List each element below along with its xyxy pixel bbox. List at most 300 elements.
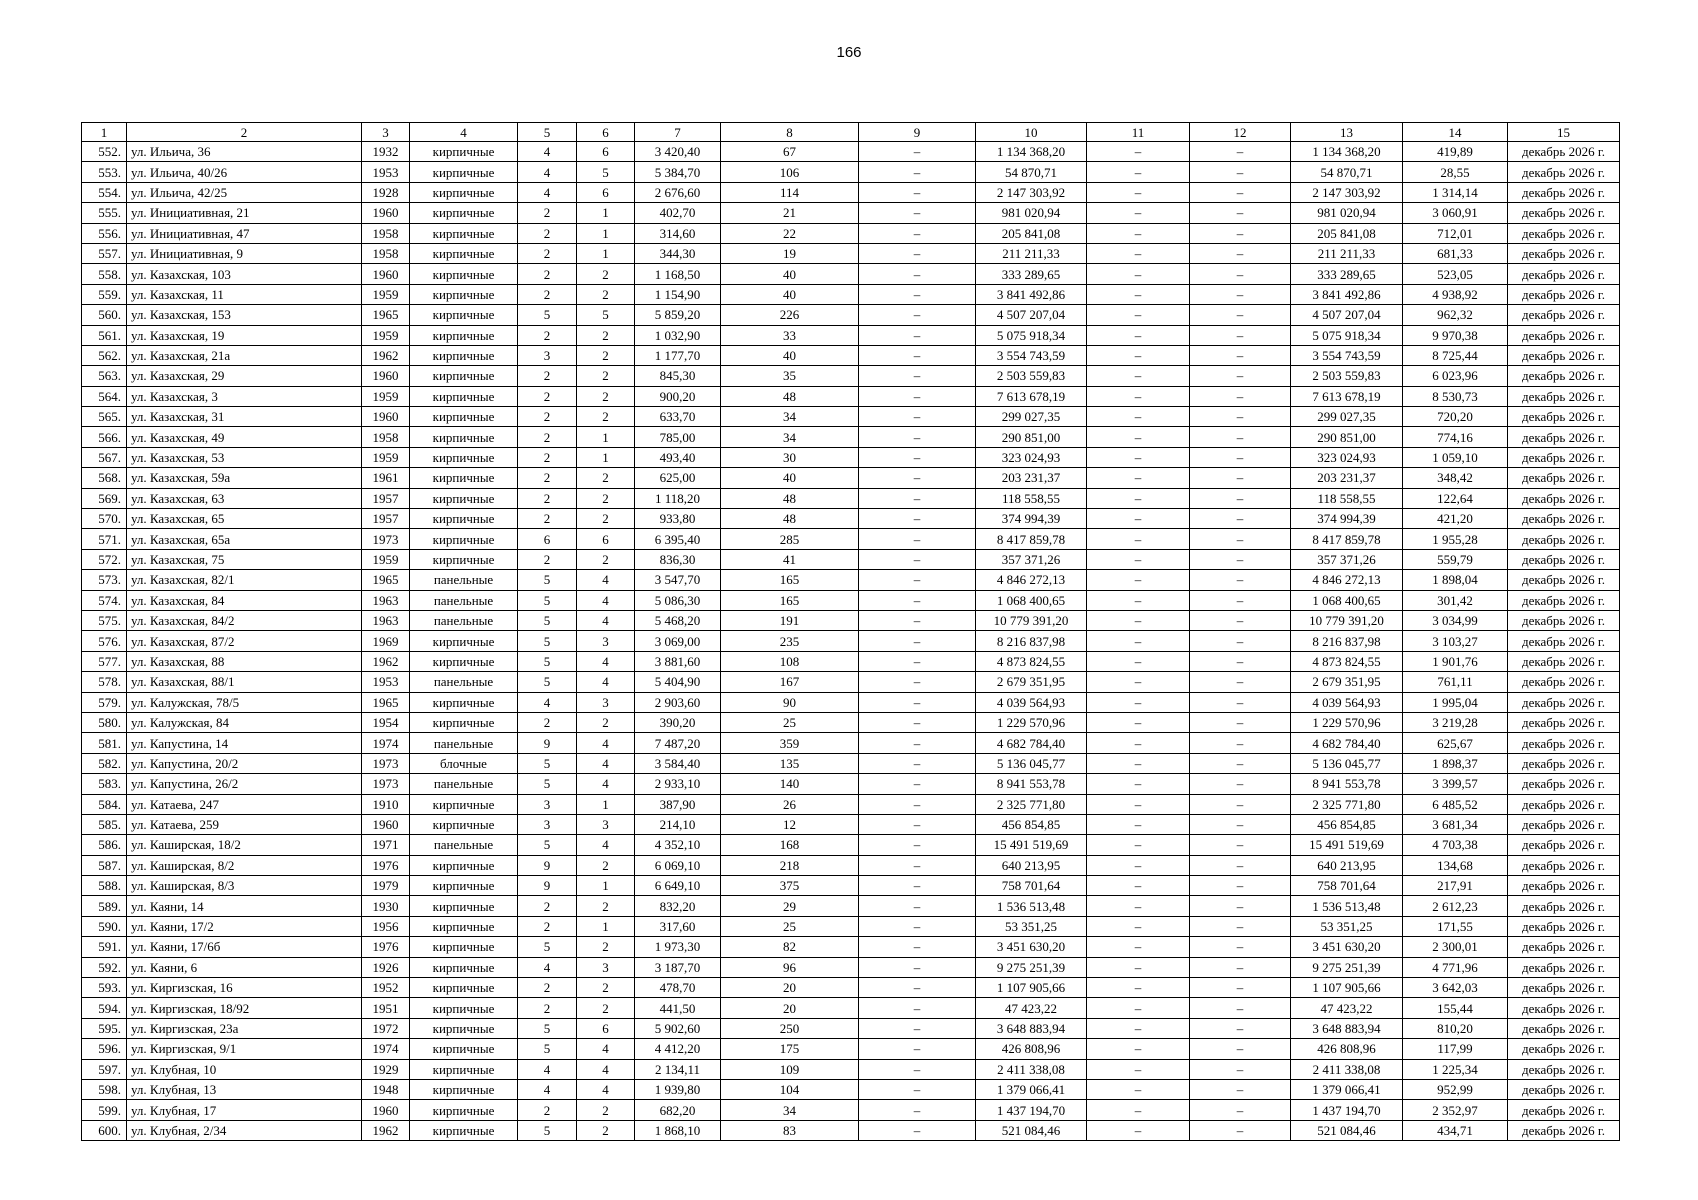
col-13-cost-cell: 4 039 564,93: [1291, 692, 1403, 712]
col-11-value-cell: –: [1087, 284, 1190, 304]
wall-material-cell: кирпичные: [410, 223, 518, 243]
table-row: [82, 366, 1620, 386]
row-number-cell: 593.: [82, 978, 127, 998]
wall-material-cell: кирпичные: [410, 1120, 518, 1140]
col-13-cost-cell: 981 020,94: [1291, 203, 1403, 223]
completion-date-cell: декабрь 2026 г.: [1508, 345, 1620, 365]
residents-cell: 26: [721, 794, 859, 814]
residents-cell: 90: [721, 692, 859, 712]
entrances-cell: 2: [577, 325, 635, 345]
col-14-value-cell: 761,11: [1403, 672, 1508, 692]
wall-material-cell: панельные: [410, 835, 518, 855]
col-12-value-cell: –: [1190, 345, 1291, 365]
col-11-value-cell: –: [1087, 672, 1190, 692]
address-cell: ул. Каяни, 14: [127, 896, 362, 916]
col-13-cost-cell: 299 027,35: [1291, 407, 1403, 427]
row-number-cell: 581.: [82, 733, 127, 753]
table-row: [82, 468, 1620, 488]
residents-cell: 218: [721, 855, 859, 875]
total-area-cell: 836,30: [635, 549, 721, 569]
table-row: [82, 1079, 1620, 1099]
wall-material-cell: кирпичные: [410, 325, 518, 345]
col-9-value-cell: –: [859, 610, 976, 630]
col-11-value-cell: –: [1087, 794, 1190, 814]
floors-cell: 4: [518, 182, 577, 202]
col-12-value-cell: –: [1190, 631, 1291, 651]
col-10-cost-cell: 118 558,55: [976, 488, 1087, 508]
col-12-value-cell: –: [1190, 610, 1291, 630]
address-cell: ул. Казахская, 87/2: [127, 631, 362, 651]
col-10-cost-cell: 53 351,25: [976, 916, 1087, 936]
table-row: [82, 998, 1620, 1018]
col-12-value-cell: –: [1190, 733, 1291, 753]
col-10-cost-cell: 205 841,08: [976, 223, 1087, 243]
year-built-cell: 1957: [362, 509, 410, 529]
col-9-value-cell: –: [859, 937, 976, 957]
row-number-cell: 559.: [82, 284, 127, 304]
address-cell: ул. Казахская, 19: [127, 325, 362, 345]
address-cell: ул. Каширская, 8/2: [127, 855, 362, 875]
col-11-value-cell: –: [1087, 142, 1190, 162]
completion-date-cell: декабрь 2026 г.: [1508, 794, 1620, 814]
address-cell: ул. Инициативная, 47: [127, 223, 362, 243]
total-area-cell: 845,30: [635, 366, 721, 386]
col-12-value-cell: –: [1190, 468, 1291, 488]
total-area-cell: 214,10: [635, 814, 721, 834]
table-row: [82, 386, 1620, 406]
entrances-cell: 3: [577, 631, 635, 651]
residents-cell: 83: [721, 1120, 859, 1140]
col-11-value-cell: –: [1087, 916, 1190, 936]
floors-cell: 2: [518, 243, 577, 263]
col-13-cost-cell: 290 851,00: [1291, 427, 1403, 447]
row-number-cell: 585.: [82, 814, 127, 834]
entrances-cell: 3: [577, 814, 635, 834]
wall-material-cell: панельные: [410, 570, 518, 590]
residents-cell: 25: [721, 916, 859, 936]
row-number-cell: 576.: [82, 631, 127, 651]
column-header: 14: [1403, 123, 1508, 142]
completion-date-cell: декабрь 2026 г.: [1508, 468, 1620, 488]
col-12-value-cell: –: [1190, 692, 1291, 712]
col-11-value-cell: –: [1087, 896, 1190, 916]
col-13-cost-cell: 456 854,85: [1291, 814, 1403, 834]
residents-cell: 109: [721, 1059, 859, 1079]
floors-cell: 5: [518, 1120, 577, 1140]
entrances-cell: 3: [577, 957, 635, 977]
address-cell: ул. Каширская, 8/3: [127, 876, 362, 896]
address-cell: ул. Казахская, 88/1: [127, 672, 362, 692]
address-cell: ул. Казахская, 63: [127, 488, 362, 508]
table-row: [82, 590, 1620, 610]
residents-cell: 34: [721, 1100, 859, 1120]
col-11-value-cell: –: [1087, 366, 1190, 386]
col-13-cost-cell: 2 325 771,80: [1291, 794, 1403, 814]
floors-cell: 2: [518, 447, 577, 467]
col-12-value-cell: –: [1190, 305, 1291, 325]
col-14-value-cell: 1 059,10: [1403, 447, 1508, 467]
total-area-cell: 5 859,20: [635, 305, 721, 325]
wall-material-cell: кирпичные: [410, 896, 518, 916]
col-9-value-cell: –: [859, 407, 976, 427]
year-built-cell: 1974: [362, 1039, 410, 1059]
address-cell: ул. Клубная, 10: [127, 1059, 362, 1079]
col-13-cost-cell: 5 075 918,34: [1291, 325, 1403, 345]
completion-date-cell: декабрь 2026 г.: [1508, 855, 1620, 875]
address-cell: ул. Катаева, 259: [127, 814, 362, 834]
col-11-value-cell: –: [1087, 1018, 1190, 1038]
col-11-value-cell: –: [1087, 305, 1190, 325]
wall-material-cell: кирпичные: [410, 386, 518, 406]
total-area-cell: 682,20: [635, 1100, 721, 1120]
col-14-value-cell: 1 955,28: [1403, 529, 1508, 549]
row-number-cell: 568.: [82, 468, 127, 488]
col-12-value-cell: –: [1190, 447, 1291, 467]
col-11-value-cell: –: [1087, 1100, 1190, 1120]
column-header: 15: [1508, 123, 1620, 142]
wall-material-cell: кирпичные: [410, 162, 518, 182]
total-area-cell: 6 395,40: [635, 529, 721, 549]
completion-date-cell: декабрь 2026 г.: [1508, 733, 1620, 753]
year-built-cell: 1960: [362, 814, 410, 834]
col-11-value-cell: –: [1087, 1120, 1190, 1140]
col-11-value-cell: –: [1087, 325, 1190, 345]
row-number-cell: 586.: [82, 835, 127, 855]
wall-material-cell: кирпичные: [410, 243, 518, 263]
year-built-cell: 1959: [362, 325, 410, 345]
year-built-cell: 1948: [362, 1079, 410, 1099]
entrances-cell: 4: [577, 753, 635, 773]
col-14-value-cell: 171,55: [1403, 916, 1508, 936]
residents-cell: 20: [721, 978, 859, 998]
col-10-cost-cell: 54 870,71: [976, 162, 1087, 182]
address-cell: ул. Каяни, 17/2: [127, 916, 362, 936]
wall-material-cell: блочные: [410, 753, 518, 773]
row-number-cell: 579.: [82, 692, 127, 712]
total-area-cell: 900,20: [635, 386, 721, 406]
address-cell: ул. Клубная, 17: [127, 1100, 362, 1120]
col-13-cost-cell: 203 231,37: [1291, 468, 1403, 488]
col-14-value-cell: 720,20: [1403, 407, 1508, 427]
entrances-cell: 2: [577, 896, 635, 916]
col-9-value-cell: –: [859, 488, 976, 508]
col-14-value-cell: 2 612,23: [1403, 896, 1508, 916]
completion-date-cell: декабрь 2026 г.: [1508, 203, 1620, 223]
row-number-cell: 591.: [82, 937, 127, 957]
row-number-cell: 566.: [82, 427, 127, 447]
col-12-value-cell: –: [1190, 488, 1291, 508]
col-9-value-cell: –: [859, 223, 976, 243]
total-area-cell: 1 032,90: [635, 325, 721, 345]
residents-cell: 175: [721, 1039, 859, 1059]
col-11-value-cell: –: [1087, 549, 1190, 569]
col-9-value-cell: –: [859, 774, 976, 794]
completion-date-cell: декабрь 2026 г.: [1508, 631, 1620, 651]
col-9-value-cell: –: [859, 1018, 976, 1038]
total-area-cell: 441,50: [635, 998, 721, 1018]
address-cell: ул. Инициативная, 21: [127, 203, 362, 223]
completion-date-cell: декабрь 2026 г.: [1508, 570, 1620, 590]
total-area-cell: 5 384,70: [635, 162, 721, 182]
table-row: [82, 1059, 1620, 1079]
col-9-value-cell: –: [859, 814, 976, 834]
row-number-cell: 558.: [82, 264, 127, 284]
completion-date-cell: декабрь 2026 г.: [1508, 590, 1620, 610]
col-12-value-cell: –: [1190, 814, 1291, 834]
table-row: [82, 1100, 1620, 1120]
floors-cell: 4: [518, 957, 577, 977]
column-header: 8: [721, 123, 859, 142]
wall-material-cell: кирпичные: [410, 549, 518, 569]
row-number-cell: 556.: [82, 223, 127, 243]
wall-material-cell: кирпичные: [410, 692, 518, 712]
table-row: [82, 631, 1620, 651]
col-14-value-cell: 419,89: [1403, 142, 1508, 162]
floors-cell: 5: [518, 570, 577, 590]
floors-cell: 5: [518, 937, 577, 957]
col-10-cost-cell: 4 039 564,93: [976, 692, 1087, 712]
total-area-cell: 4 352,10: [635, 835, 721, 855]
col-12-value-cell: –: [1190, 1039, 1291, 1059]
residents-cell: 375: [721, 876, 859, 896]
col-13-cost-cell: 10 779 391,20: [1291, 610, 1403, 630]
floors-cell: 2: [518, 509, 577, 529]
floors-cell: 4: [518, 162, 577, 182]
address-cell: ул. Киргизская, 18/92: [127, 998, 362, 1018]
completion-date-cell: декабрь 2026 г.: [1508, 1079, 1620, 1099]
col-11-value-cell: –: [1087, 427, 1190, 447]
address-cell: ул. Катаева, 247: [127, 794, 362, 814]
col-11-value-cell: –: [1087, 998, 1190, 1018]
entrances-cell: 4: [577, 651, 635, 671]
address-cell: ул. Киргизская, 23а: [127, 1018, 362, 1038]
col-11-value-cell: –: [1087, 1039, 1190, 1059]
wall-material-cell: кирпичные: [410, 1039, 518, 1059]
completion-date-cell: декабрь 2026 г.: [1508, 998, 1620, 1018]
total-area-cell: 1 868,10: [635, 1120, 721, 1140]
completion-date-cell: декабрь 2026 г.: [1508, 814, 1620, 834]
address-cell: ул. Клубная, 2/34: [127, 1120, 362, 1140]
col-12-value-cell: –: [1190, 916, 1291, 936]
floors-cell: 5: [518, 1018, 577, 1038]
address-cell: ул. Казахская, 82/1: [127, 570, 362, 590]
year-built-cell: 1958: [362, 223, 410, 243]
col-11-value-cell: –: [1087, 1059, 1190, 1079]
col-12-value-cell: –: [1190, 1100, 1291, 1120]
residents-cell: 40: [721, 284, 859, 304]
row-number-cell: 597.: [82, 1059, 127, 1079]
completion-date-cell: декабрь 2026 г.: [1508, 672, 1620, 692]
col-12-value-cell: –: [1190, 1018, 1291, 1038]
address-cell: ул. Казахская, 65: [127, 509, 362, 529]
wall-material-cell: кирпичные: [410, 264, 518, 284]
col-10-cost-cell: 3 841 492,86: [976, 284, 1087, 304]
year-built-cell: 1976: [362, 855, 410, 875]
col-10-cost-cell: 47 423,22: [976, 998, 1087, 1018]
col-14-value-cell: 6 485,52: [1403, 794, 1508, 814]
year-built-cell: 1953: [362, 162, 410, 182]
address-cell: ул. Каяни, 17/6б: [127, 937, 362, 957]
col-11-value-cell: –: [1087, 407, 1190, 427]
col-13-cost-cell: 3 841 492,86: [1291, 284, 1403, 304]
table-row: [82, 243, 1620, 263]
col-10-cost-cell: 4 507 207,04: [976, 305, 1087, 325]
col-11-value-cell: –: [1087, 814, 1190, 834]
col-9-value-cell: –: [859, 529, 976, 549]
completion-date-cell: декабрь 2026 г.: [1508, 223, 1620, 243]
entrances-cell: 2: [577, 712, 635, 732]
row-number-cell: 561.: [82, 325, 127, 345]
table-row: [82, 855, 1620, 875]
table-row: [82, 284, 1620, 304]
col-10-cost-cell: 1 536 513,48: [976, 896, 1087, 916]
total-area-cell: 5 404,90: [635, 672, 721, 692]
col-10-cost-cell: 3 648 883,94: [976, 1018, 1087, 1038]
col-9-value-cell: –: [859, 203, 976, 223]
year-built-cell: 1930: [362, 896, 410, 916]
col-13-cost-cell: 640 213,95: [1291, 855, 1403, 875]
address-cell: ул. Инициативная, 9: [127, 243, 362, 263]
col-12-value-cell: –: [1190, 162, 1291, 182]
year-built-cell: 1958: [362, 243, 410, 263]
total-area-cell: 3 584,40: [635, 753, 721, 773]
floors-cell: 3: [518, 794, 577, 814]
col-10-cost-cell: 4 846 272,13: [976, 570, 1087, 590]
col-14-value-cell: 4 938,92: [1403, 284, 1508, 304]
table-row: [82, 407, 1620, 427]
table-row: [82, 529, 1620, 549]
floors-cell: 5: [518, 651, 577, 671]
residents-cell: 359: [721, 733, 859, 753]
col-13-cost-cell: 1 437 194,70: [1291, 1100, 1403, 1120]
row-number-cell: 567.: [82, 447, 127, 467]
col-10-cost-cell: 640 213,95: [976, 855, 1087, 875]
col-11-value-cell: –: [1087, 774, 1190, 794]
col-9-value-cell: –: [859, 998, 976, 1018]
floors-cell: 9: [518, 876, 577, 896]
col-14-value-cell: 3 034,99: [1403, 610, 1508, 630]
entrances-cell: 2: [577, 345, 635, 365]
completion-date-cell: декабрь 2026 г.: [1508, 978, 1620, 998]
wall-material-cell: кирпичные: [410, 998, 518, 1018]
col-13-cost-cell: 4 682 784,40: [1291, 733, 1403, 753]
row-number-cell: 557.: [82, 243, 127, 263]
floors-cell: 2: [518, 407, 577, 427]
col-12-value-cell: –: [1190, 1120, 1291, 1140]
residents-cell: 25: [721, 712, 859, 732]
entrances-cell: 2: [577, 549, 635, 569]
residents-cell: 48: [721, 509, 859, 529]
residents-cell: 135: [721, 753, 859, 773]
residents-cell: 34: [721, 407, 859, 427]
residents-cell: 40: [721, 264, 859, 284]
column-header: 10: [976, 123, 1087, 142]
col-13-cost-cell: 8 941 553,78: [1291, 774, 1403, 794]
address-cell: ул. Капустина, 14: [127, 733, 362, 753]
wall-material-cell: панельные: [410, 733, 518, 753]
table-row: [82, 427, 1620, 447]
total-area-cell: 317,60: [635, 916, 721, 936]
total-area-cell: 832,20: [635, 896, 721, 916]
residents-cell: 235: [721, 631, 859, 651]
entrances-cell: 2: [577, 407, 635, 427]
row-number-cell: 577.: [82, 651, 127, 671]
col-9-value-cell: –: [859, 896, 976, 916]
floors-cell: 2: [518, 284, 577, 304]
col-10-cost-cell: 333 289,65: [976, 264, 1087, 284]
col-12-value-cell: –: [1190, 264, 1291, 284]
row-number-cell: 584.: [82, 794, 127, 814]
entrances-cell: 1: [577, 794, 635, 814]
col-11-value-cell: –: [1087, 386, 1190, 406]
table-row: [82, 203, 1620, 223]
completion-date-cell: декабрь 2026 г.: [1508, 447, 1620, 467]
col-13-cost-cell: 1 107 905,66: [1291, 978, 1403, 998]
year-built-cell: 1926: [362, 957, 410, 977]
year-built-cell: 1971: [362, 835, 410, 855]
year-built-cell: 1963: [362, 610, 410, 630]
table-row: [82, 733, 1620, 753]
wall-material-cell: кирпичные: [410, 1059, 518, 1079]
year-built-cell: 1973: [362, 529, 410, 549]
column-header: 4: [410, 123, 518, 142]
col-12-value-cell: –: [1190, 570, 1291, 590]
column-header: 13: [1291, 123, 1403, 142]
col-9-value-cell: –: [859, 590, 976, 610]
year-built-cell: 1961: [362, 468, 410, 488]
col-13-cost-cell: 2 503 559,83: [1291, 366, 1403, 386]
col-9-value-cell: –: [859, 243, 976, 263]
col-10-cost-cell: 3 554 743,59: [976, 345, 1087, 365]
col-9-value-cell: –: [859, 162, 976, 182]
col-9-value-cell: –: [859, 284, 976, 304]
col-9-value-cell: –: [859, 835, 976, 855]
wall-material-cell: панельные: [410, 774, 518, 794]
total-area-cell: 314,60: [635, 223, 721, 243]
entrances-cell: 1: [577, 447, 635, 467]
col-10-cost-cell: 2 411 338,08: [976, 1059, 1087, 1079]
entrances-cell: 2: [577, 509, 635, 529]
col-11-value-cell: –: [1087, 937, 1190, 957]
table-row: [82, 896, 1620, 916]
table-row: [82, 672, 1620, 692]
address-cell: ул. Калужская, 84: [127, 712, 362, 732]
total-area-cell: 3 881,60: [635, 651, 721, 671]
address-cell: ул. Казахская, 29: [127, 366, 362, 386]
col-11-value-cell: –: [1087, 631, 1190, 651]
col-14-value-cell: 712,01: [1403, 223, 1508, 243]
col-11-value-cell: –: [1087, 162, 1190, 182]
col-11-value-cell: –: [1087, 590, 1190, 610]
col-12-value-cell: –: [1190, 427, 1291, 447]
year-built-cell: 1972: [362, 1018, 410, 1038]
total-area-cell: 6 649,10: [635, 876, 721, 896]
col-14-value-cell: 3 103,27: [1403, 631, 1508, 651]
entrances-cell: 4: [577, 610, 635, 630]
total-area-cell: 933,80: [635, 509, 721, 529]
col-14-value-cell: 810,20: [1403, 1018, 1508, 1038]
table-row: [82, 876, 1620, 896]
residents-cell: 96: [721, 957, 859, 977]
year-built-cell: 1932: [362, 142, 410, 162]
entrances-cell: 5: [577, 162, 635, 182]
wall-material-cell: кирпичные: [410, 814, 518, 834]
completion-date-cell: декабрь 2026 г.: [1508, 957, 1620, 977]
entrances-cell: 1: [577, 243, 635, 263]
col-14-value-cell: 681,33: [1403, 243, 1508, 263]
row-number-cell: 552.: [82, 142, 127, 162]
floors-cell: 3: [518, 345, 577, 365]
